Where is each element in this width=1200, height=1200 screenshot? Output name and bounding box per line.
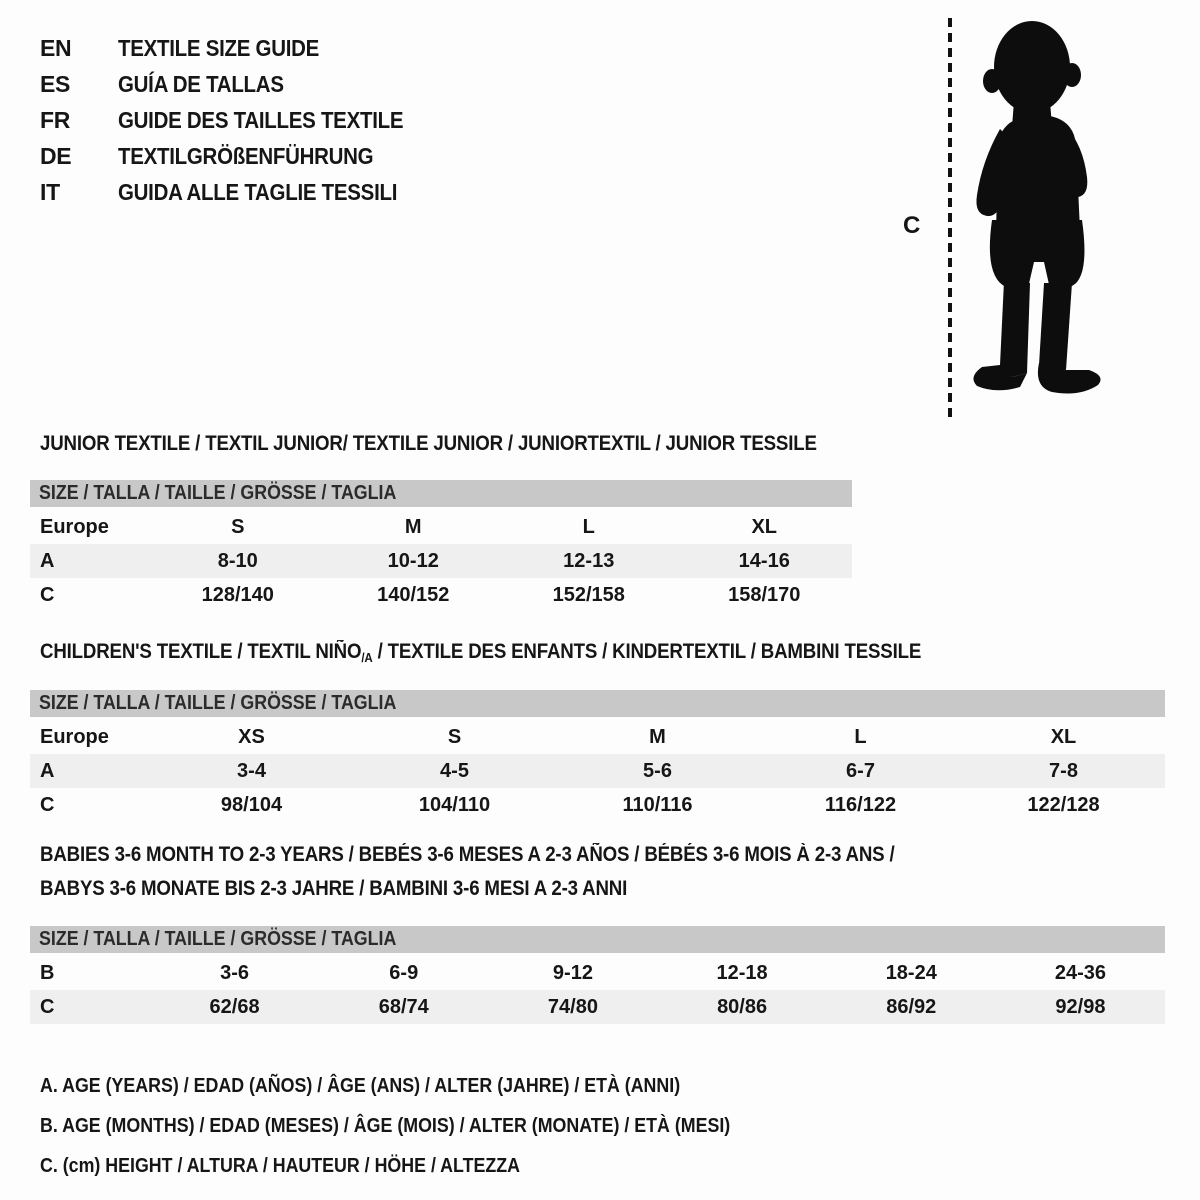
measurement-legend	[40, 1066, 816, 1186]
cell: 8-10	[217, 549, 258, 572]
table-row	[30, 720, 1165, 754]
lang-row-en	[40, 30, 439, 66]
row-label: C	[40, 995, 55, 1018]
lang-code-en: EN	[40, 34, 72, 61]
children-heading-pre: CHILDREN'S TEXTILE / TEXTIL NIÑO	[40, 640, 362, 663]
lang-code-it: IT	[40, 178, 60, 205]
cell: 110/116	[622, 793, 693, 816]
cell: 12-18	[716, 961, 768, 984]
babies-size-header-label: SIZE / TALLA / TAILLE / GRÖSSE / TAGLIA	[39, 928, 397, 950]
children-section-heading	[40, 640, 921, 664]
cell: XS	[238, 725, 265, 748]
cell: XL	[751, 515, 778, 538]
children-size-table	[30, 690, 1165, 822]
cell: 24-36	[1054, 961, 1107, 984]
junior-section-heading: JUNIOR TEXTILE / TEXTIL JUNIOR/ TEXTILE JUNIOR / JUNIORTEXTIL / JUNIOR TESSILE	[40, 432, 817, 455]
row-label: C	[40, 793, 55, 816]
lang-row-es	[40, 66, 439, 102]
table-row	[30, 544, 852, 578]
cell: M	[404, 515, 422, 538]
height-dashed-line	[944, 16, 956, 420]
cell: 10-12	[387, 549, 439, 572]
cell: 6-9	[389, 961, 419, 984]
cell: 7-8	[1049, 759, 1078, 782]
babies-section-heading	[40, 838, 1000, 906]
row-label: B	[40, 961, 55, 984]
lang-title-en: TEXTILE SIZE GUIDE	[118, 34, 320, 61]
lang-row-de	[40, 138, 439, 174]
cell: 14-16	[738, 549, 790, 572]
cell: 6-7	[846, 759, 875, 782]
babies-size-header-bar	[30, 926, 1165, 953]
cell: 5-6	[643, 759, 672, 782]
babies-heading-line2: BABYS 3-6 MONATE BIS 2-3 JAHRE / BAMBINI 3-6 MESI A 2-3 ANNI	[40, 877, 628, 900]
children-size-header-label: SIZE / TALLA / TAILLE / GRÖSSE / TAGLIA	[39, 692, 397, 714]
cell: 4-5	[440, 759, 469, 782]
cell: 68/74	[378, 995, 429, 1018]
cell: L	[854, 725, 867, 748]
babies-heading-line1: BABIES 3-6 MONTH TO 2-3 YEARS / BEBÉS 3-6 MESES A 2-3 AÑOS / BÉBÉS 3-6 MOIS À 2-3 ANS /	[40, 843, 895, 866]
table-row	[30, 990, 1165, 1024]
cell: 116/122	[824, 793, 897, 816]
cell: 152/158	[552, 583, 625, 606]
cell: 3-4	[237, 759, 266, 782]
cell: 74/80	[547, 995, 598, 1018]
cell: 158/170	[728, 583, 801, 606]
height-measure-label: C	[903, 212, 921, 239]
cell: S	[447, 725, 462, 748]
lang-row-fr	[40, 102, 439, 138]
language-title-block	[40, 30, 439, 210]
lang-code-de: DE	[40, 142, 72, 169]
babies-size-table	[30, 926, 1165, 1024]
legend-line-b: B. AGE (MONTHS) / EDAD (MESES) / ÂGE (MOIS) / ALTER (MONATE) / ETÀ (MESI)	[40, 1115, 731, 1137]
row-label: Europe	[40, 725, 109, 748]
table-row	[30, 956, 1165, 990]
table-row	[30, 788, 1165, 822]
lang-title-fr: GUIDE DES TAILLES TEXTILE	[118, 106, 404, 133]
children-heading-post: / TEXTILE DES ENFANTS / KINDERTEXTIL / BAMBINI TESSILE	[372, 640, 922, 663]
cell: 98/104	[220, 793, 283, 816]
cell: M	[649, 725, 666, 748]
cell: 122/128	[1027, 793, 1100, 816]
row-label: A	[40, 549, 55, 572]
cell: 140/152	[377, 583, 450, 606]
junior-size-table	[30, 480, 852, 612]
cell: 3-6	[220, 961, 250, 984]
cell: XL	[1050, 725, 1077, 748]
lang-code-fr: FR	[40, 106, 71, 133]
cell: 9-12	[552, 961, 593, 984]
cell: 80/86	[717, 995, 768, 1018]
row-label: Europe	[40, 515, 109, 538]
legend-line-a: A. AGE (YEARS) / EDAD (AÑOS) / ÂGE (ANS) / ALTER (JAHRE) / ETÀ (ANNI)	[40, 1075, 681, 1097]
lang-title-de: TEXTILGRÖßENFÜHRUNG	[118, 142, 374, 169]
cell: S	[231, 515, 245, 538]
cell: 12-13	[563, 549, 615, 572]
children-heading-sub: /A	[361, 650, 373, 665]
cell: 86/92	[886, 995, 937, 1018]
row-label: C	[40, 583, 55, 606]
lang-code-es: ES	[40, 70, 71, 97]
table-row	[30, 578, 852, 612]
junior-size-header-bar	[30, 480, 852, 507]
legend-line-c: C. (cm) HEIGHT / ALTURA / HAUTEUR / HÖHE / ALTEZZA	[40, 1155, 520, 1177]
cell: 92/98	[1055, 995, 1106, 1018]
table-row	[30, 510, 852, 544]
junior-size-header-label: SIZE / TALLA / TAILLE / GRÖSSE / TAGLIA	[39, 482, 397, 504]
cell: L	[582, 515, 595, 538]
lang-row-it	[40, 174, 439, 210]
lang-title-es: GUÍA DE TALLAS	[118, 70, 284, 97]
cell: 128/140	[201, 583, 274, 606]
cell: 104/110	[418, 793, 491, 816]
table-row	[30, 754, 1165, 788]
children-size-header-bar	[30, 690, 1165, 717]
toddler-silhouette-image	[966, 14, 1144, 418]
row-label: A	[40, 759, 55, 782]
cell: 62/68	[209, 995, 260, 1018]
lang-title-it: GUIDA ALLE TAGLIE TESSILI	[118, 178, 398, 205]
cell: 18-24	[885, 961, 937, 984]
